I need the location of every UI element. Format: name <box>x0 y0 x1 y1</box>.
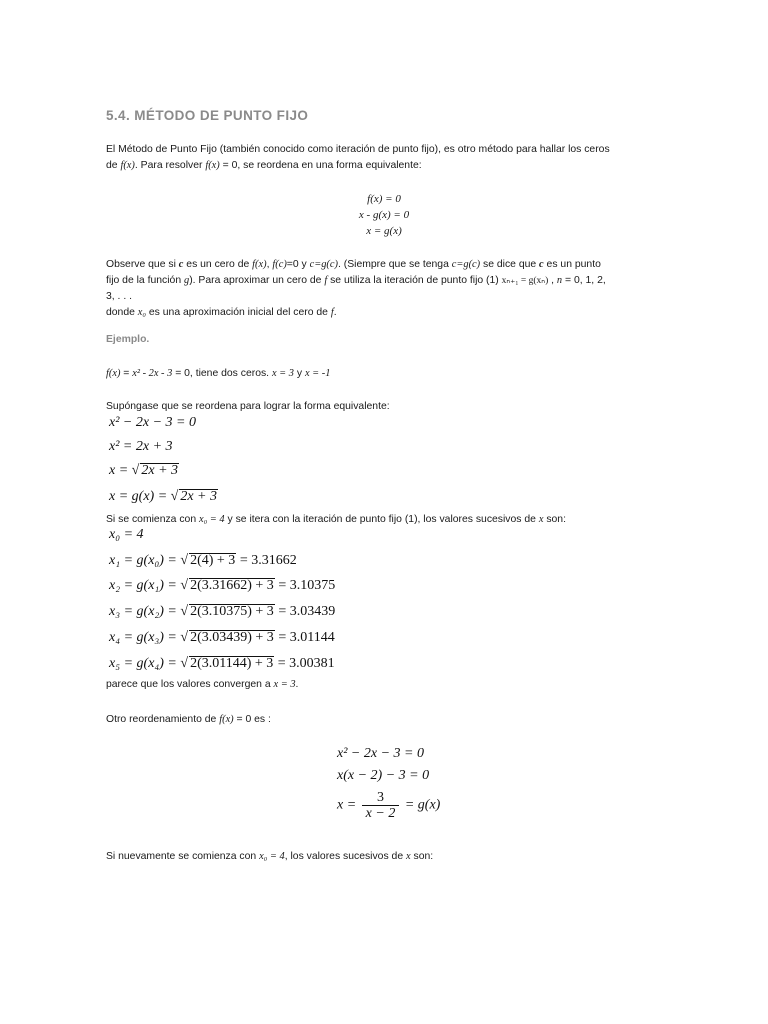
root-minus-1: x = -1 <box>304 368 331 379</box>
rearr2-eq-3 <box>337 790 440 821</box>
eq-text: x₃ = g(x₂) = <box>109 604 181 619</box>
rearr1-eq-3: x = √ 2x + 3 <box>109 463 179 478</box>
text: se dice que <box>480 259 540 270</box>
example-line <box>106 366 666 382</box>
text: = <box>120 368 133 379</box>
text: son: <box>410 851 434 862</box>
centered-equations <box>284 191 484 239</box>
x0-symbol: x₀ <box>137 307 147 318</box>
numerator: 3 <box>362 790 400 806</box>
fx-symbol: f(x) <box>219 714 234 725</box>
x3-value: x = 3 <box>273 679 296 690</box>
observe-paragraph <box>106 257 666 321</box>
eq-text: x² = 2x + 3 <box>109 439 173 454</box>
x-symbol: x <box>405 851 411 862</box>
c-eq-g: c=g(c) <box>309 259 338 270</box>
iteration-3: x₃ = g(x₂) = √ 2(3.10375) + 3 = 3.03439 <box>109 604 336 619</box>
c-symbol: c <box>539 259 544 270</box>
intro-line-1: El Método de Punto Fijo (también conocido como iteración de punto fijo), es otro método para hallar los ceros <box>106 144 610 155</box>
text: , los valores sucesivos de <box>284 851 406 862</box>
f-symbol: f <box>330 307 334 318</box>
n-symbol: n <box>556 275 563 286</box>
eq-text: x = <box>337 797 360 813</box>
text: . (Siempre que se tenga <box>337 259 452 270</box>
text: Otro reordenamiento de <box>106 714 220 725</box>
x0-value: x₀ = 4 <box>259 851 285 862</box>
intro-paragraph <box>106 142 666 174</box>
text: , <box>266 259 273 270</box>
fraction <box>362 790 400 821</box>
denominator: x − 2 <box>365 806 396 821</box>
result: = 3.01144 <box>274 630 335 645</box>
supongase-text: Supóngase que se reordena para lograr la forma equivalente: <box>106 401 390 412</box>
x0-value: x₀ = 4 <box>198 514 225 525</box>
text: 3, . . . <box>106 291 132 302</box>
iterate-text <box>106 512 666 528</box>
result: = 3.03439 <box>274 604 336 619</box>
eq-text: x = g(x) = <box>109 489 171 504</box>
eq-text: x² − 2x − 3 = 0 <box>337 746 424 761</box>
text: donde <box>106 307 138 318</box>
text: = 0, 1, 2, <box>562 275 606 286</box>
example-title: Ejemplo. <box>106 334 150 345</box>
rearr1-eq-1 <box>109 415 196 431</box>
radicand: 2(3.10375) + 3 <box>190 604 274 619</box>
result: = 3.31662 <box>236 553 297 568</box>
fx-symbol: f(x) <box>252 259 267 270</box>
root-3: x = 3 <box>271 368 294 379</box>
iteration-5: x₅ = g(x₄) = √ 2(3.01144) + 3 = 3.00381 <box>109 656 335 671</box>
iteration-formula: xₙ₊₁ = g(xₙ) <box>501 276 549 286</box>
equation-line: x = g(x) <box>366 225 402 237</box>
rearr1-eq-2 <box>109 439 173 455</box>
fx-symbol: f(x) <box>106 368 121 379</box>
equation-line: x - g(x) = 0 <box>358 209 410 221</box>
eq-text: x₂ = g(x₁) = <box>109 578 181 593</box>
text: . <box>295 679 299 690</box>
result: = 3.00381 <box>274 656 335 671</box>
eq-text: x₀ = 4 <box>109 527 144 542</box>
radicand: 2(3.31662) + 3 <box>190 578 274 593</box>
equation-line: f(x) = 0 <box>367 193 401 205</box>
radicand: 2x + 3 <box>141 463 179 478</box>
text: Si nuevamente se comienza con <box>106 851 260 862</box>
eq-text: x₄ = g(x₃) = <box>109 630 181 645</box>
text: Observe que si <box>106 259 179 270</box>
eq-text: x = <box>109 463 132 478</box>
x-symbol: x <box>538 514 544 525</box>
g-symbol: g <box>183 275 190 286</box>
radicand: 2(3.01144) + 3 <box>190 656 274 671</box>
intro-text: . Para resolver <box>134 160 206 171</box>
c-symbol: c <box>178 259 184 270</box>
text: = 0 es : <box>233 714 271 725</box>
iteration-4: x₄ = g(x₃) = √ 2(3.03439) + 3 = 3.01144 <box>109 630 335 645</box>
text: = 0, tiene dos ceros. <box>172 368 272 379</box>
text: y <box>293 368 305 379</box>
result: = 3.10375 <box>274 578 336 593</box>
iteration-2: x₂ = g(x₁) = √ 2(3.31662) + 3 = 3.10375 <box>109 578 336 593</box>
text: es un cero de <box>183 259 253 270</box>
eq-text: = g(x) <box>401 797 441 813</box>
eq-text: x₁ = g(x₀) = <box>109 553 181 568</box>
fx-symbol: f(x) <box>120 160 135 171</box>
converge-text <box>106 677 666 693</box>
rearr1-eq-4: x = g(x) = √ 2x + 3 <box>109 489 218 504</box>
intro-text: = 0, se reordena en una forma equivalente: <box>219 160 422 171</box>
radicand: 2(4) + 3 <box>190 553 236 568</box>
iteration-1: x₁ = g(x₀) = √ 2(4) + 3 = 3.31662 <box>109 553 297 568</box>
fx-symbol: f(x) <box>205 160 220 171</box>
f-symbol: f <box>324 275 328 286</box>
text: es una aproximación inicial del cero de <box>146 307 331 318</box>
radicand: 2x + 3 <box>180 489 218 504</box>
rearr2-eq-2 <box>337 768 429 784</box>
text: =0 y <box>286 259 310 270</box>
fc-symbol: f(c) <box>272 259 287 270</box>
text: son: <box>543 514 566 525</box>
text: . <box>333 307 337 318</box>
polynomial: x² - 2x - 3 <box>132 368 173 379</box>
text: es un punto <box>543 259 601 270</box>
again-text <box>106 849 666 865</box>
text: , <box>548 275 557 286</box>
eq-text: x(x − 2) − 3 = 0 <box>337 768 430 783</box>
eq-text: x₅ = g(x₄) = <box>109 656 181 671</box>
eq-text: x² − 2x − 3 = 0 <box>109 415 196 430</box>
iteration-0 <box>109 527 144 543</box>
intro-text: de <box>106 160 121 171</box>
section-heading: 5.4. MÉTODO DE PUNTO FIJO <box>106 108 309 123</box>
rearr2-eq-1 <box>337 746 424 762</box>
text: Si se comienza con <box>106 514 199 525</box>
radicand: 2(3.03439) + 3 <box>190 630 274 645</box>
text: parece que los valores convergen a <box>106 679 274 690</box>
text: fijo de la función <box>106 275 184 286</box>
text: se utiliza la iteración de punto fijo (1) <box>327 275 502 286</box>
otro-text <box>106 712 666 728</box>
text: y se itera con la iteración de punto fijo (1), los valores sucesivos de <box>224 514 539 525</box>
text: ). Para aproximar un cero de <box>189 275 325 286</box>
c-eq-g: c=g(c) <box>451 259 481 270</box>
